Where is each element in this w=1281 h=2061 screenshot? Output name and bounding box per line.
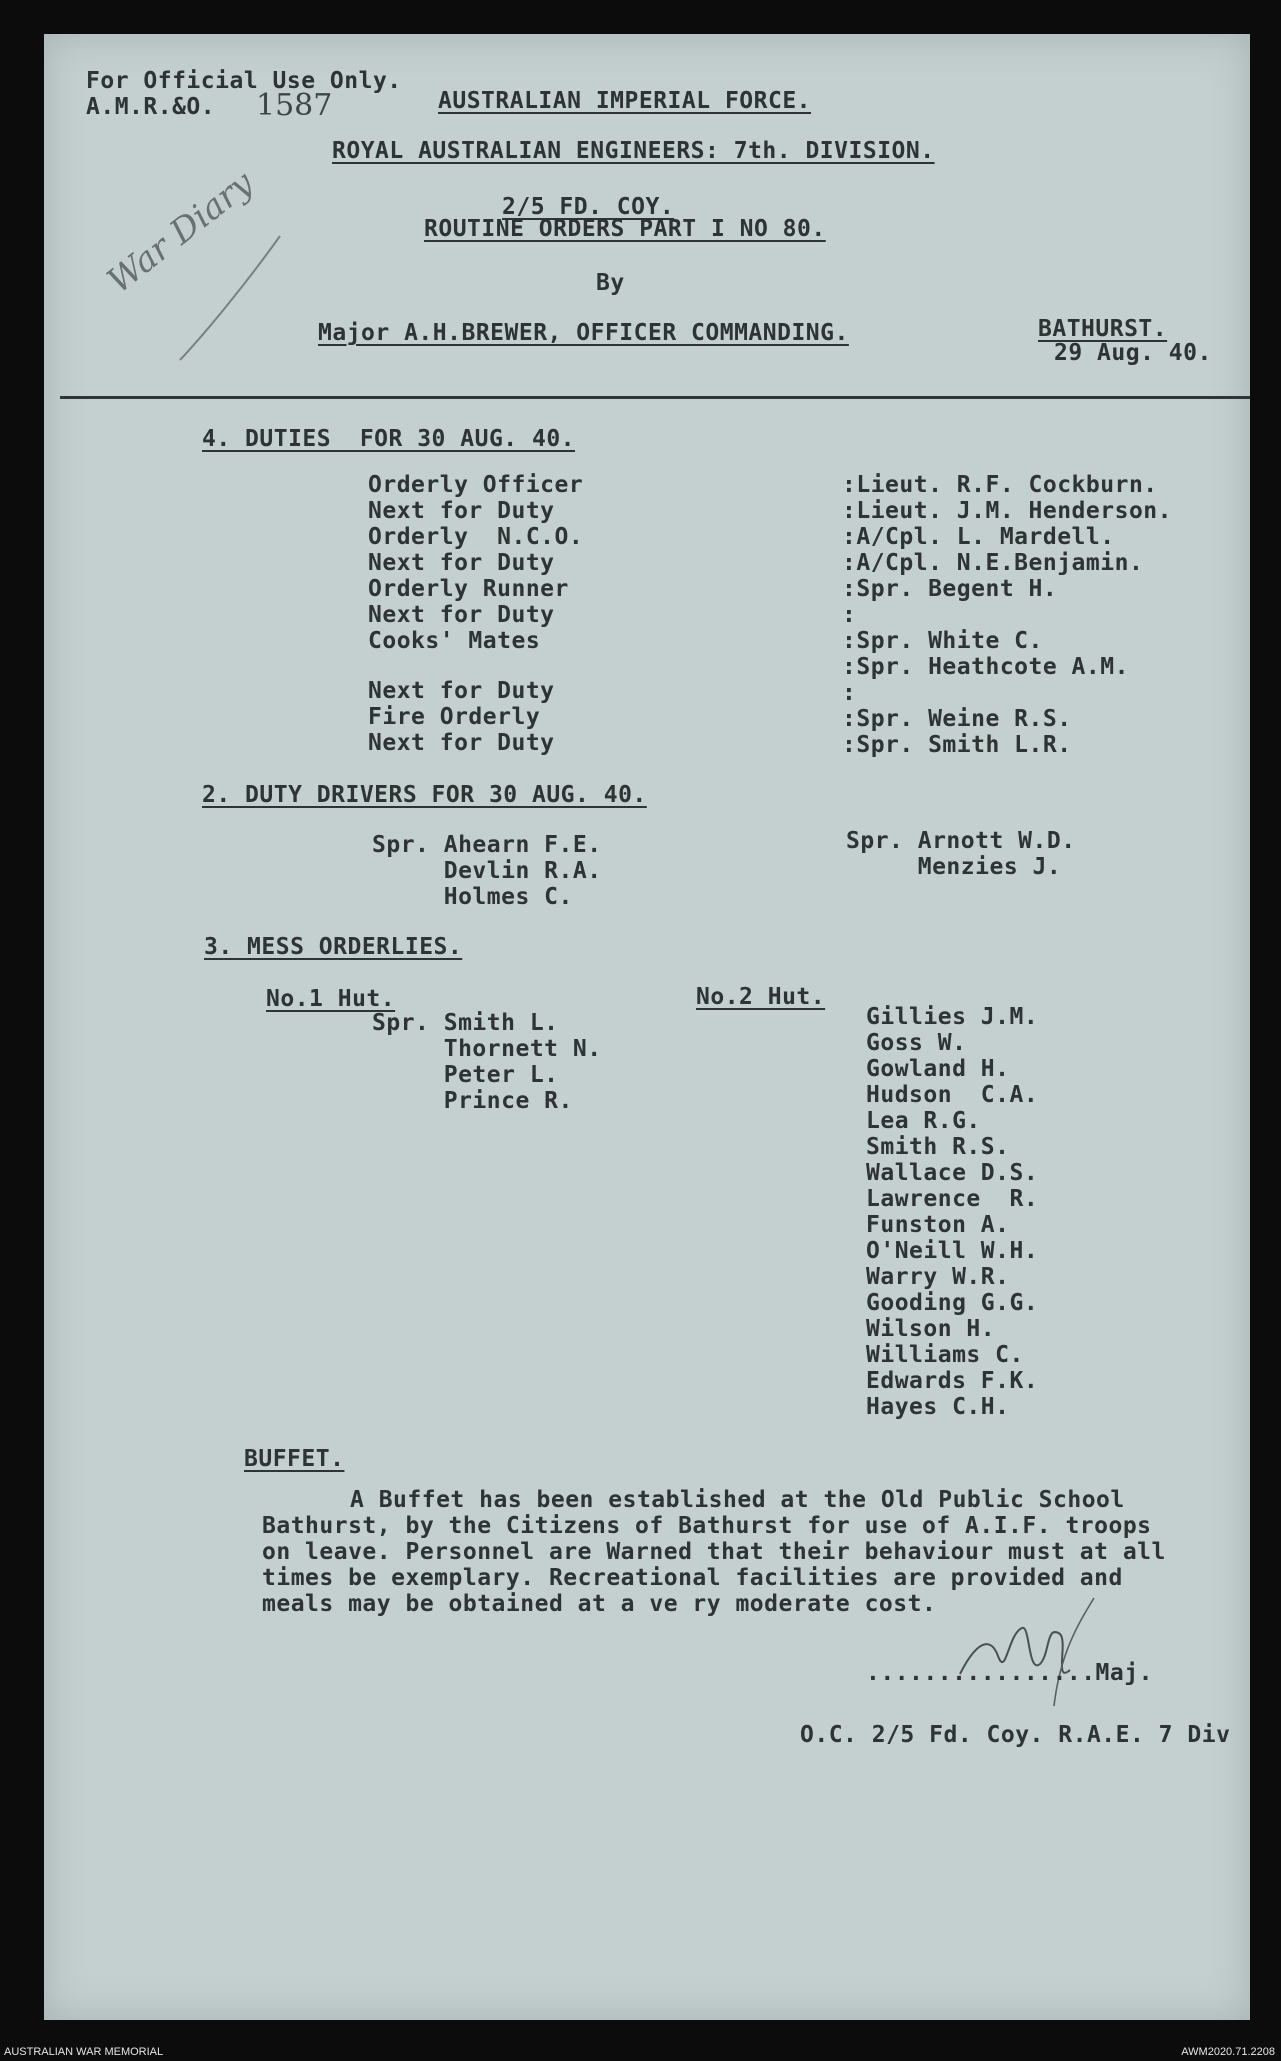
hut1-member: Spr. Smith L. bbox=[372, 1010, 559, 1036]
duty-role: Orderly Officer bbox=[368, 472, 584, 498]
reference-code: A.M.R.&O. bbox=[86, 94, 216, 120]
document-title: AUSTRALIAN IMPERIAL FORCE. bbox=[438, 88, 812, 114]
driver-name: Spr. Ahearn F.E. bbox=[372, 832, 602, 858]
buffet-paragraph: A Buffet has been established at the Old Public School Bathurst, by the Citizens of Bathurst for use of A.I.F. troops on leave. Personnel are Warned that their behaviour must at all times be exemplary. Recreational facilities are provided and meals may be obtained at a ve ry moderate cost. bbox=[262, 1487, 1166, 1617]
duty-role: Cooks' Mates bbox=[368, 628, 541, 654]
hut2-member: O'Neill W.H. bbox=[866, 1238, 1039, 1264]
duty-role: Next for Duty bbox=[368, 602, 555, 628]
hut2-member: Wilson H. bbox=[866, 1316, 996, 1342]
duties-roles bbox=[368, 472, 583, 756]
duty-role: Orderly N.C.O. bbox=[368, 524, 584, 550]
duty-role bbox=[368, 654, 583, 678]
duty-name: :A/Cpl. N.E.Benjamin. bbox=[842, 550, 1144, 576]
handwritten-signature bbox=[950, 1594, 1100, 1714]
footer-accession: AWM2020.71.2208 bbox=[1181, 2046, 1275, 2058]
duty-name: :Spr. Heathcote A.M. bbox=[842, 654, 1129, 680]
document-subtitle: ROYAL AUSTRALIAN ENGINEERS: 7th. DIVISION. bbox=[332, 138, 935, 164]
by-label: By bbox=[596, 270, 625, 296]
drivers-heading: 2. DUTY DRIVERS FOR 30 AUG. 40. bbox=[202, 782, 647, 808]
footer-credit: AUSTRALIAN WAR MEMORIAL bbox=[4, 2046, 164, 2058]
hut2-member: Lea R.G. bbox=[866, 1108, 981, 1134]
hut2-member: Gooding G.G. bbox=[866, 1290, 1039, 1316]
official-use-label: For Official Use Only. bbox=[86, 68, 402, 94]
driver-name: Devlin R.A. bbox=[372, 858, 602, 884]
driver-name: Holmes C. bbox=[372, 884, 573, 910]
reference-number: 1587 bbox=[256, 88, 333, 123]
duties-names bbox=[842, 472, 1172, 758]
duty-name: :Spr. Weine R.S. bbox=[842, 706, 1072, 732]
hut1-list bbox=[372, 1010, 602, 1114]
hut1-label: No.1 Hut. bbox=[266, 986, 396, 1012]
annotation-stroke bbox=[170, 228, 290, 368]
mess-heading: 3. MESS ORDERLIES. bbox=[204, 934, 463, 960]
duty-name: :Spr. White C. bbox=[842, 628, 1043, 654]
duty-name: :A/Cpl. L. Mardell. bbox=[842, 524, 1115, 550]
duty-name: : bbox=[842, 680, 857, 706]
duty-name: :Spr. Begent H. bbox=[842, 576, 1058, 602]
hut2-member: Lawrence R. bbox=[866, 1186, 1039, 1212]
commander-name: Major A.H.BREWER, OFFICER COMMANDING. bbox=[318, 320, 849, 346]
signature-line: ................Maj. bbox=[866, 1660, 1153, 1686]
hut2-member: Goss W. bbox=[866, 1030, 967, 1056]
war-diary-annotation: War Diary bbox=[100, 163, 262, 302]
signature-designation: O.C. 2/5 Fd. Coy. R.A.E. 7 Div bbox=[800, 1722, 1231, 1748]
hut2-list bbox=[866, 1004, 1038, 1420]
drivers-left bbox=[372, 832, 602, 910]
duty-role: Next for Duty bbox=[368, 678, 555, 704]
hut1-member: Prince R. bbox=[372, 1088, 573, 1114]
duty-role: Next for Duty bbox=[368, 498, 555, 524]
duty-name: :Lieut. J.M. Henderson. bbox=[842, 498, 1172, 524]
hut2-member: Hayes C.H. bbox=[866, 1394, 1010, 1420]
hut2-member: Williams C. bbox=[866, 1342, 1024, 1368]
duties-heading: 4. DUTIES FOR 30 AUG. 40. bbox=[202, 426, 576, 452]
orders-title: ROUTINE ORDERS PART I NO 80. bbox=[424, 216, 826, 242]
drivers-right bbox=[846, 828, 1076, 880]
duty-role: Next for Duty bbox=[368, 730, 555, 756]
header-divider bbox=[60, 396, 1250, 399]
driver-name: Spr. Arnott W.D. bbox=[846, 828, 1076, 854]
duty-name: :Lieut. R.F. Cockburn. bbox=[842, 472, 1158, 498]
hut2-member: Gowland H. bbox=[866, 1056, 1010, 1082]
hut2-member: Smith R.S. bbox=[866, 1134, 1010, 1160]
driver-name: Menzies J. bbox=[846, 854, 1062, 880]
duty-role: Orderly Runner bbox=[368, 576, 569, 602]
buffet-heading: BUFFET. bbox=[244, 1446, 345, 1472]
unit-name: 2/5 FD. COY. bbox=[502, 194, 675, 220]
hut2-member: Wallace D.S. bbox=[866, 1160, 1039, 1186]
hut2-member: Gillies J.M. bbox=[866, 1004, 1039, 1030]
hut2-label: No.2 Hut. bbox=[696, 984, 826, 1010]
hut2-member: Warry W.R. bbox=[866, 1264, 1010, 1290]
duty-role: Next for Duty bbox=[368, 550, 555, 576]
duty-name: : bbox=[842, 602, 857, 628]
hut2-member: Funston A. bbox=[866, 1212, 1010, 1238]
duty-name: :Spr. Smith L.R. bbox=[842, 732, 1072, 758]
document-date: 29 Aug. 40. bbox=[1054, 340, 1212, 366]
location: BATHURST. bbox=[1038, 316, 1168, 342]
hut1-member: Thornett N. bbox=[372, 1036, 602, 1062]
duty-role: Fire Orderly bbox=[368, 704, 541, 730]
hut2-member: Edwards F.K. bbox=[866, 1368, 1039, 1394]
hut2-member: Hudson C.A. bbox=[866, 1082, 1039, 1108]
hut1-member: Peter L. bbox=[372, 1062, 559, 1088]
